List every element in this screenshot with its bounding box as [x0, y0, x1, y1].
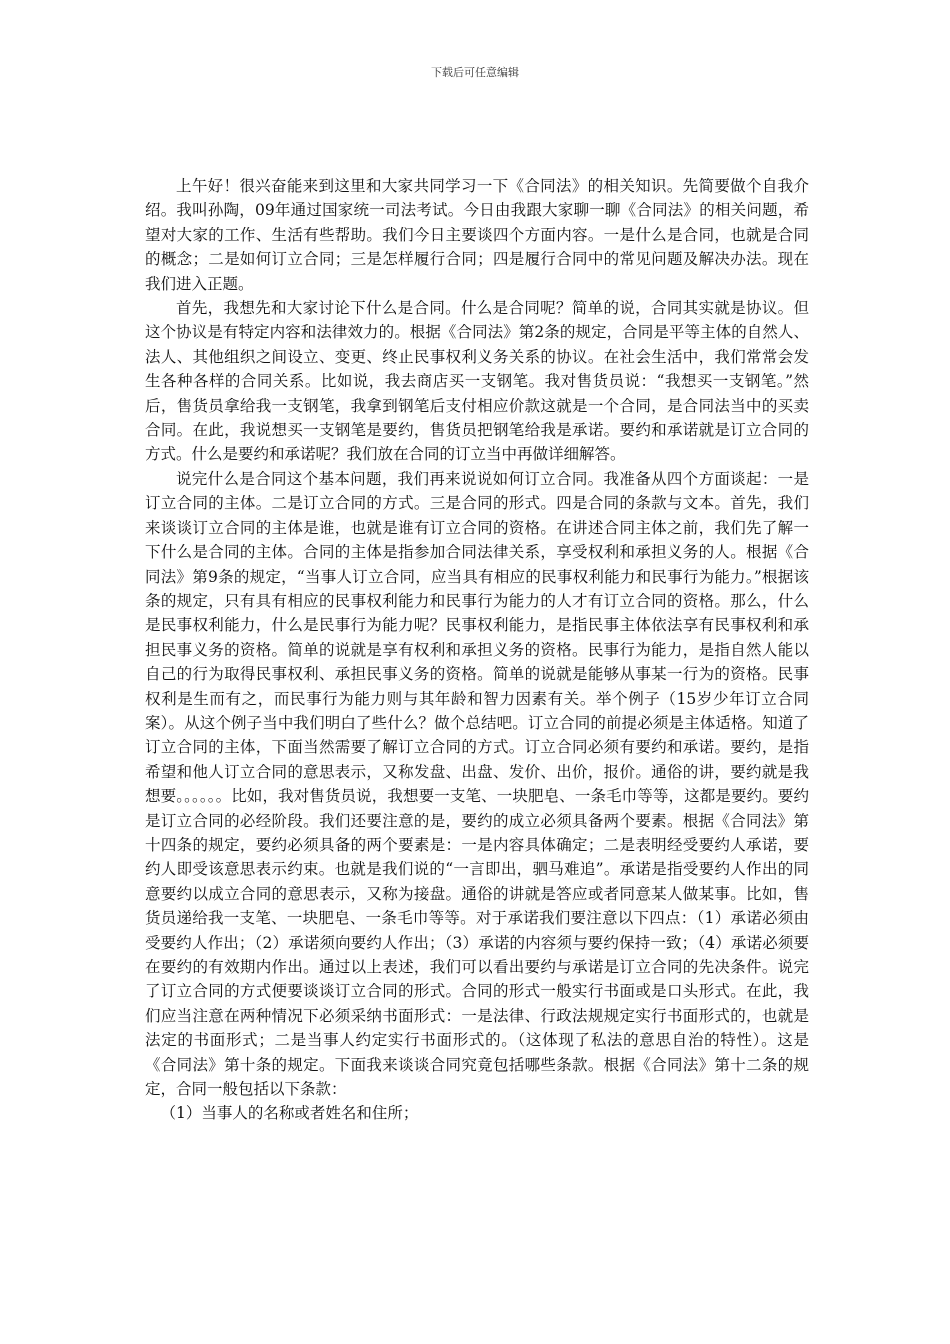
list-item-clause-1: （1）当事人的名称或者姓名和住所；	[160, 1104, 419, 1123]
document-body	[145, 174, 809, 1126]
page-header: 下载后可任意编辑	[431, 66, 519, 79]
paragraph-intro: 上午好！很兴奋能来到这里和大家共同学习一下《合同法》的相关知识。先简要做个自我介绍。我叫孙陶，09年通过国家统一司法考试。今日由我跟大家聊一聊《合同法》的相关问题，希望对大家的工作、生活有些帮助。我们今日主要谈四个方面内容。一是什么是合同，也就是合同的概念；二是如何订立合同；三是怎样履行合同；四是履行合同中的常见问题及解决办法。现在我们进入正题。	[145, 177, 809, 293]
paragraph-how-to-conclude: 说完什么是合同这个基本问题，我们再来说说如何订立合同。我准备从四个方面谈起：一是订立合同的主体。二是订立合同的方式。三是合同的形式。四是合同的条款与文本。首先，我们来谈谈订立合同的主体是谁，也就是谁有订立合同的资格。在讲述合同主体之前，我们先了解一下什么是合同的主体。合同的主体是指参加合同法律关系，享受权利和承担义务的人。根据《合同法》第9条的规定，“当事人订立合同，应当具有相应的民事权利能力和民事行为能力。”根据该条的规定，只有具有相应的民事权利能力和民事行为能力的人才有订立合同的资格。那么，什么是民事权利能力，什么是民事行为能力呢？民事权利能力，是指民事主体依法享有民事权利和承担民事义务的资格。简单的说就是享有权利和承担义务的资格。民事行为能力，是指自然人能以自己的行为取得民事权利、承担民事义务的资格。简单的说就是能够从事某一行为的资格。民事权利是生而有之，而民事行为能力则与其年龄和智力因素有关。举个例子（15岁少年订立合同案）。从这个例子当中我们明白了些什么？做个总结吧。订立合同的前提必须是主体适格。知道了订立合同的主体，下面当然需要了解订立合同的方式。订立合同必须有要约和承诺。要约，是指希望和他人订立合同的意思表示，又称发盘、出盘、发价、出价，报价。通俗的讲，要约就是我想要。。。。。。比如，我对售货员说，我想要一支笔、一块肥皂、一条毛巾等等，这都是要约。要约是订立合同的必经阶段。我们还要注意的是，要约的成立必须具备两个要素。根据《合同法》第十四条的规定，要约必须具备的两个要素是：一是内容具体确定；二是表明经受要约人承诺，要约人即受该意思表示约束。也就是我们说的“一言即出，驷马难追”。承诺是指受要约人作出的同意要约以成立合同的意思表示，又称为接盘。通俗的讲就是答应或者同意某人做某事。比如，售货员递给我一支笔、一块肥皂、一条毛巾等等。对于承诺我们要注意以下四点：（1）承诺必须由受要约人作出；（2）承诺须向要约人作出；（3）承诺的内容须与要约保持一致；（4）承诺必须要在要约的有效期内作出。通过以上表述，我们可以看出要约与承诺是订立合同的先决条件。说完了订立合同的方式便要谈谈订立合同的形式。合同的形式一般实行书面或是口头形式。在此，我们应当注意在两种情况下必须采纳书面形式：一是法律、行政法规规定实行书面形式的，也就是法定的书面形式；二是当事人约定实行书面形式的。（这体现了私法的意思自治的特性）。这是《合同法》第十条的规定。下面我来谈谈合同究竟包括哪些条款。根据《合同法》第十二条的规定，合同一般包括以下条款：	[145, 469, 809, 1099]
paragraph-what-is-contract: 首先，我想先和大家讨论下什么是合同。什么是合同呢？简单的说，合同其实就是协议。但这个协议是有特定内容和法律效力的。根据《合同法》第2条的规定，合同是平等主体的自然人、法人、其他组织之间设立、变更、终止民事权利义务关系的协议。在社会生活中，我们常常会发生各种各样的合同关系。比如说，我去商店买一支钢笔。我对售货员说：“我想买一支钢笔。”然后，售货员拿给我一支钢笔，我拿到钢笔后支付相应价款这就是一个合同，是合同法当中的买卖合同。在此，我说想买一支钢笔是要约，售货员把钢笔给我是承诺。要约和承诺就是订立合同的方式。什么是要约和承诺呢？我们放在合同的订立当中再做详细解答。	[145, 299, 809, 464]
